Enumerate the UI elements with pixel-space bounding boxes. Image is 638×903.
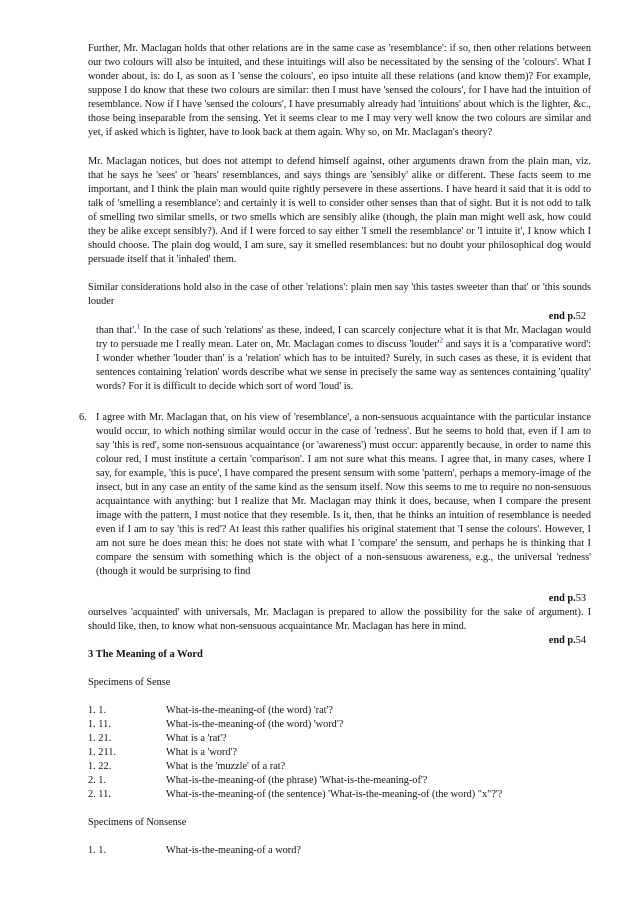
end-page-label: end p. (548, 635, 576, 646)
row-text: What is a 'word'? (166, 747, 237, 758)
row-text: What-is-the-meaning-of (the phrase) 'What-is-the-meaning-of'? (166, 775, 428, 786)
specimens-of-sense-title: Specimens of Sense (88, 677, 171, 688)
paragraph-louder (96, 324, 591, 394)
row-number: 1. 22. (88, 761, 112, 772)
row-text: What is a 'rat'? (166, 733, 227, 744)
footnote-1-link[interactable]: 1 (136, 322, 141, 331)
paragraph-relations: Further, Mr. Maclagan holds that other relations are in the same case as 'resemblance': if so, then other relations between our two colours will also be intuited, and these intuitings will also be necessitated by the sensing of the 'colours'. What I wonder about, is: do I, as soon as I 'sense the colours', eo ipso intuite all these relations (and know them)? For example, suppose I do know that these two colours are similar: then I must have 'sensed the colours', for I have had the intuition of resemblance. Now if I have 'sensed the colours', I have presumably already had 'intuitions' about which is the lighter, &c., those being inseparable from the sensing. Yet it seems clear to me I may very well know the two colours are similar and yet, if asked which is lighter, have to look back at them again. Why so, on Mr. Maclagan's theory? (88, 43, 591, 138)
row-text: What-is-the-meaning-of a word? (166, 845, 301, 856)
row-text: What-is-the-meaning-of (the sentence) 'What-is-the-meaning-of (the word) "x"?'? (166, 789, 503, 800)
paragraph-acquainted-universals: ourselves 'acquainted' with universals, Mr. Maclagan is prepared to allow the possibility for the sake of argument). I should like, then, to know what non-sensuous acquaintance Mr. Maclagan has here in mind. (88, 607, 591, 632)
specimens-of-nonsense-title: Specimens of Nonsense (88, 817, 187, 828)
footnote-2-link[interactable]: 2 (439, 336, 443, 345)
row-number: 2. 1. (88, 775, 107, 786)
paragraph-louder-middle: In the case of such 'relations' as these, indeed, I can scarcely conjecture what it is that Mr. Maclagan would try to persuade me I really mean. Later on, Mr. Maclagan comes to discuss 'louder' (96, 325, 591, 350)
end-page-marker-53 (549, 592, 586, 606)
row-text: What-is-the-meaning-of (the word) 'rat'? (166, 705, 333, 716)
paragraph-resemblance-redness: I agree with Mr. Maclagan that, on his view of 'resemblance', a non-sensuous acquaintance with the particular instance would occur, to which nothing similar would occur in the case of 'redness'. But he seems to hold that, even if I am to say 'this is red', some non-sensuous acquaintance (or 'awareness') must occur: apparently because, in order to name this colour red, I must institute a certain 'comparison'. I am not sure what this means. I agree that, in many cases, where I say, for example, 'this is puce', I have compared the present sensum with some 'pattern', perhaps a memory-image of the insect, but in any case an entity of the same kind as the sensum itself. Now this seems to me to require no non-sensuous acquaintance with anything: but I realize that Mr. Maclagan may think it does, because, when I compare the present image with the pattern, I must notice that they resemble. Is it, then, that he thinks an intuition of resemblance is needed even if I am to say 'this is red'? At least this rather qualifies his original statement that 'I sense the colours'. However, I am not sure he does mean this: he does not state with what I 'compare' the sensum, and perhaps he is thinking that I compare the sensum with something which is the object of a non-sensuous awareness, e.g., the universal 'redness' (though it would be surprising to find (96, 412, 591, 577)
paragraph-louder-end: and says it is a 'comparative word': I wonder whether 'louder than' is a 'relation' which has to be intuited? Surely, in such cases as these, it is evident that sentences containing 'relation' words describe what we sense in precisely the same way as sentences containing 'quality' words? For it is difficult to decide which sort of word 'loud' is. (96, 339, 591, 392)
row-number: 1. 211. (88, 747, 116, 758)
paragraph-similar-considerations: Similar considerations hold also in the case of other 'relations': plain men say 'this tastes sweeter than that' or 'this sounds louder (88, 282, 591, 307)
end-page-marker-52 (549, 310, 586, 324)
row-text: What is the 'muzzle' of a rat? (166, 761, 286, 772)
list-marker-6: 6. (79, 412, 87, 423)
section-heading: 3 The Meaning of a Word (88, 649, 203, 660)
paragraph-louder-start: than that'. (96, 325, 137, 336)
end-page-label: end p. (548, 593, 576, 604)
row-number: 1. 11. (88, 719, 111, 730)
end-page-number: 54 (575, 635, 586, 646)
end-page-label: end p. (548, 311, 576, 322)
end-page-number: 53 (575, 593, 586, 604)
row-number: 2. 11. (88, 789, 111, 800)
end-page-number: 52 (575, 311, 586, 322)
row-number: 1. 1. (88, 705, 107, 716)
row-number: 1. 21. (88, 733, 112, 744)
end-page-marker-54 (549, 634, 586, 648)
row-text: What-is-the-meaning-of (the word) 'word'? (166, 719, 344, 730)
row-number: 1. 1. (88, 845, 107, 856)
paragraph-plain-man: Mr. Maclagan notices, but does not attempt to defend himself against, other arguments drawn from the plain man, viz. that he says he 'sees' or 'hears' resemblances, and says things are 'sensibly' alike or different. These facts seem to me important, and I think the plain man would quite rightly persevere in these assertions. I have heard it said that it is odd to talk of 'smelling a resemblance': and certainly it is well to consider other senses than that of sight. But it is not odd to talk of smelling two similar smells, or two smells which are sensibly alike (though, the plain man might well ask, how could they be alike except sensibly?). And if I were forced to say either 'I smell the resemblance' or 'I intuite it', I know which I should choose. The plain dog would, I am sure, say it smelled resemblances: but no doubt your philosophical dog would persuade itself that it 'inhaled' them. (88, 156, 591, 265)
